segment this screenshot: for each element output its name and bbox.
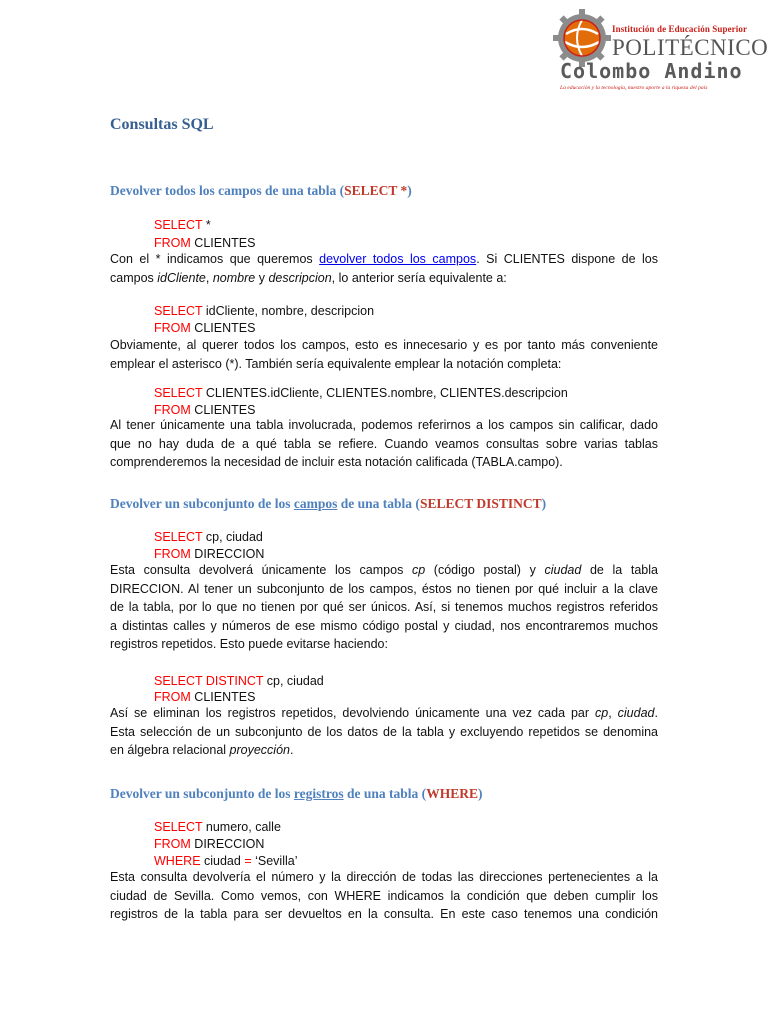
logo-slogan: La educación y la tecnología, nuestro aporte a la riqueza del país [560,85,708,91]
code-line: FROM CLIENTES [154,690,256,704]
code-line: SELECT cp, ciudad [154,530,263,544]
paragraph: Esta consulta devolvería el número y la dirección de todas las direcciones pertenecientes a la ciudad de Sevilla. Como vemos, con WHERE indicamos la condición que deben cumplir los registros de la tabla para ser devueltos en la consulta. En este caso tenemos una condición [110,870,658,922]
institution-logo [552,8,768,92]
code-line: SELECT DISTINCT cp, ciudad [154,674,324,688]
section-heading-where: Devolver un subconjunto de los registros de una tabla (WHERE) [110,786,483,801]
section-heading-select-distinct: Devolver un subconjunto de los campos de una tabla (SELECT DISTINCT) [110,496,547,511]
code-line: FROM CLIENTES [154,403,256,417]
paragraph: Así se eliminan los registros repetidos, devolviendo únicamente una vez cada par cp, ciudad. Esta selección de un subconjunto de los datos de la tabla y excluyendo repetidos se denomina en álgebra relacional proyección. [110,706,658,758]
paragraph: Con el * indicamos que queremos devolver todos los campos. Si CLIENTES dispone de los campos idCliente, nombre y descripcion, lo anterior sería equivalente a: [110,252,658,285]
logo-name-line2: Colombo Andino [560,59,743,83]
paragraph: Obviamente, al querer todos los campos, esto es innecesario y es por tanto más conveniente emplear el asterisco (*). También sería equivalente emplear la notación completa: [110,338,658,371]
page-title: Consultas SQL [110,116,214,133]
paragraph: Esta consulta devolverá únicamente los campos cp (código postal) y ciudad de la tabla DIRECCION. Al tener un subconjunto de los campos, éstos no tienen por qué incluir a la clave de la tabla, por lo que no tienen por qué ser únicos. Así, si tenemos muchos registros referidos a distintas calles y números de ese mismo código postal y ciudad, nos encontraremos muchos registros repetidos. Esto puede evitarse haciendo: [110,563,658,652]
section-heading-select-all: Devolver todos los campos de una tabla (SELECT *) [110,183,412,198]
logo-institution-text: Institución de Educación Superior [612,24,748,34]
code-line: FROM CLIENTES [154,236,256,250]
code-line: SELECT idCliente, nombre, descripcion [154,304,375,318]
code-line: FROM CLIENTES [154,321,256,335]
code-line: FROM DIRECCION [154,837,265,851]
code-line: FROM DIRECCION [154,547,265,561]
devolver-todos-link[interactable]: devolver todos los campos [319,252,477,266]
paragraph: Al tener únicamente una tabla involucrada, podemos referirnos a los campos sin calificar, dado que no hay duda de a qué tabla se refiere. Cuando veamos consultas sobre varias tablas comprenderemos la necesidad de incluir esta notación calificada (TABLA.campo). [110,418,658,470]
code-line: SELECT * [154,218,211,232]
code-line: SELECT numero, calle [154,820,281,834]
code-line: WHERE ciudad = ‘Sevilla’ [154,854,298,868]
code-line: SELECT CLIENTES.idCliente, CLIENTES.nombre, CLIENTES.descripcion [154,386,568,400]
logo-name-line1: POLITÉCNICO [612,35,768,60]
